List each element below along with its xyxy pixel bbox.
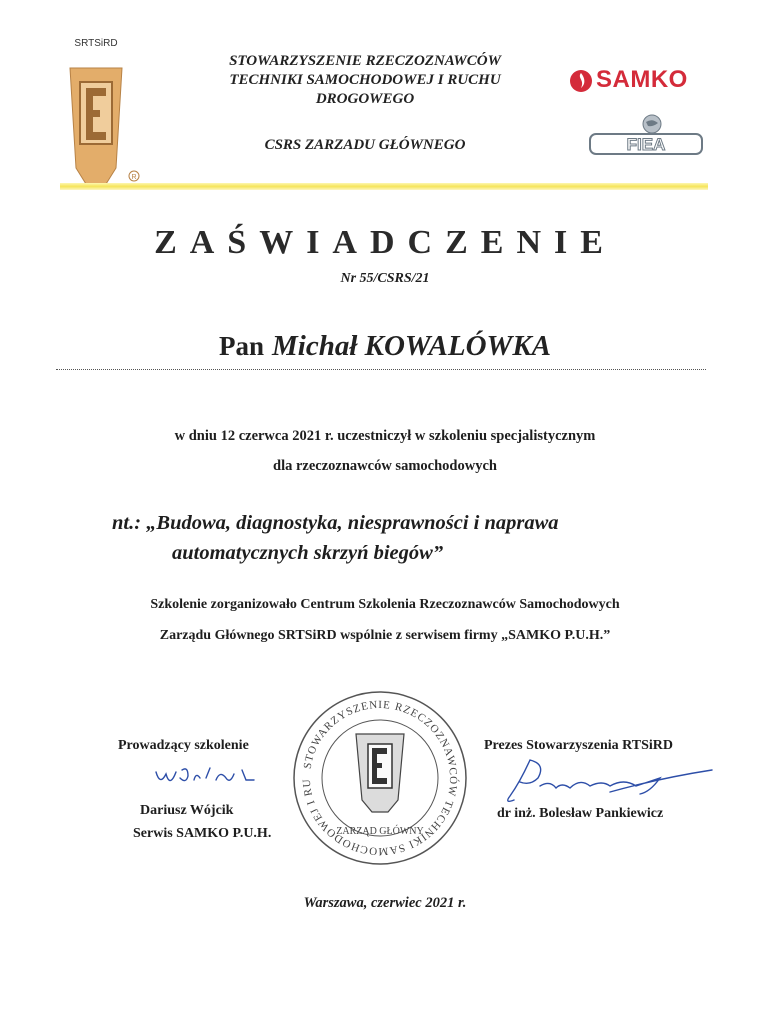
training-topic-line: nt.: „Budowa, diagnostyka, niesprawności i naprawa [112,512,559,534]
stamp-seal-icon [290,688,470,868]
signature-icon [150,750,270,794]
training-topic-line: automatycznych skrzyń biegów” [172,542,444,564]
fiea-logo [586,114,706,158]
organization-title [180,52,550,109]
organization-subtitle: CSRS ZARZADU GŁÓWNEGO [264,137,466,153]
samko-logo [568,66,718,96]
lead-signature [150,750,270,794]
logo-caption: SRTSiRD [74,38,118,49]
certificate-number: Nr 55/CSRS/21 [340,271,430,286]
org-title-line: STOWARZYSZENIE RZECZOZNAWCÓW [229,53,501,69]
recipient-name: Michał KOWALÓWKA [271,330,552,362]
organizer-text-line: Zarządu Głównego SRTSiRD wspólnie z serwisem firmy „SAMKO P.U.H.” [159,628,611,643]
srtsird-emblem-icon [66,48,156,198]
name-underline [56,369,706,370]
lead-name: Dariusz Wójcik [140,803,234,818]
lead-organization: Serwis SAMKO P.U.H. [133,826,272,841]
srtsird-logo [66,38,156,188]
president-signature [490,752,715,807]
header-divider [60,183,708,190]
org-title-line: TECHNIKI SAMOCHODOWEJ I RUCHU [229,72,501,88]
body-text-line: dla rzeczoznawców samochodowych [273,458,497,474]
org-title-line: DROGOWEGO [315,91,415,107]
president-name: dr inż. Bolesław Pankiewicz [497,806,664,821]
certificate-title: ZAŚWIADCZENIE [154,224,616,261]
place-date: Warszawa, czerwiec 2021 r. [303,895,467,911]
organizer-text-line: Szkolenie zorganizowało Centrum Szkolenia Rzeczoznawców Samochodowych [150,597,620,612]
signature-icon [490,752,715,807]
body-text-line: w dniu 12 czerwca 2021 r. uczestniczył w szkoleniu specjalistycznym [174,428,596,444]
stamp-center-text: ZARZĄD GŁÓWNY [336,826,424,837]
samko-flame-icon [568,68,594,94]
official-stamp [290,688,470,868]
salutation: Pan [218,331,264,361]
svg-text:R: R [131,174,137,181]
lead-role: Prowadzący szkolenie [118,738,249,753]
fiea-globe-icon [586,114,706,158]
fiea-logo-text: FIEA [626,135,666,154]
president-role: Prezes Stowarzyszenia RTSiRD [484,738,673,753]
recipient-line [0,330,770,363]
stamp-ring-text: STOWARZYSZENIE RZECZOZNAWCÓW TECHNIKI SAMOCHODOWEJ I RU [300,698,460,858]
samko-logo-text: SAMKO [596,66,688,93]
